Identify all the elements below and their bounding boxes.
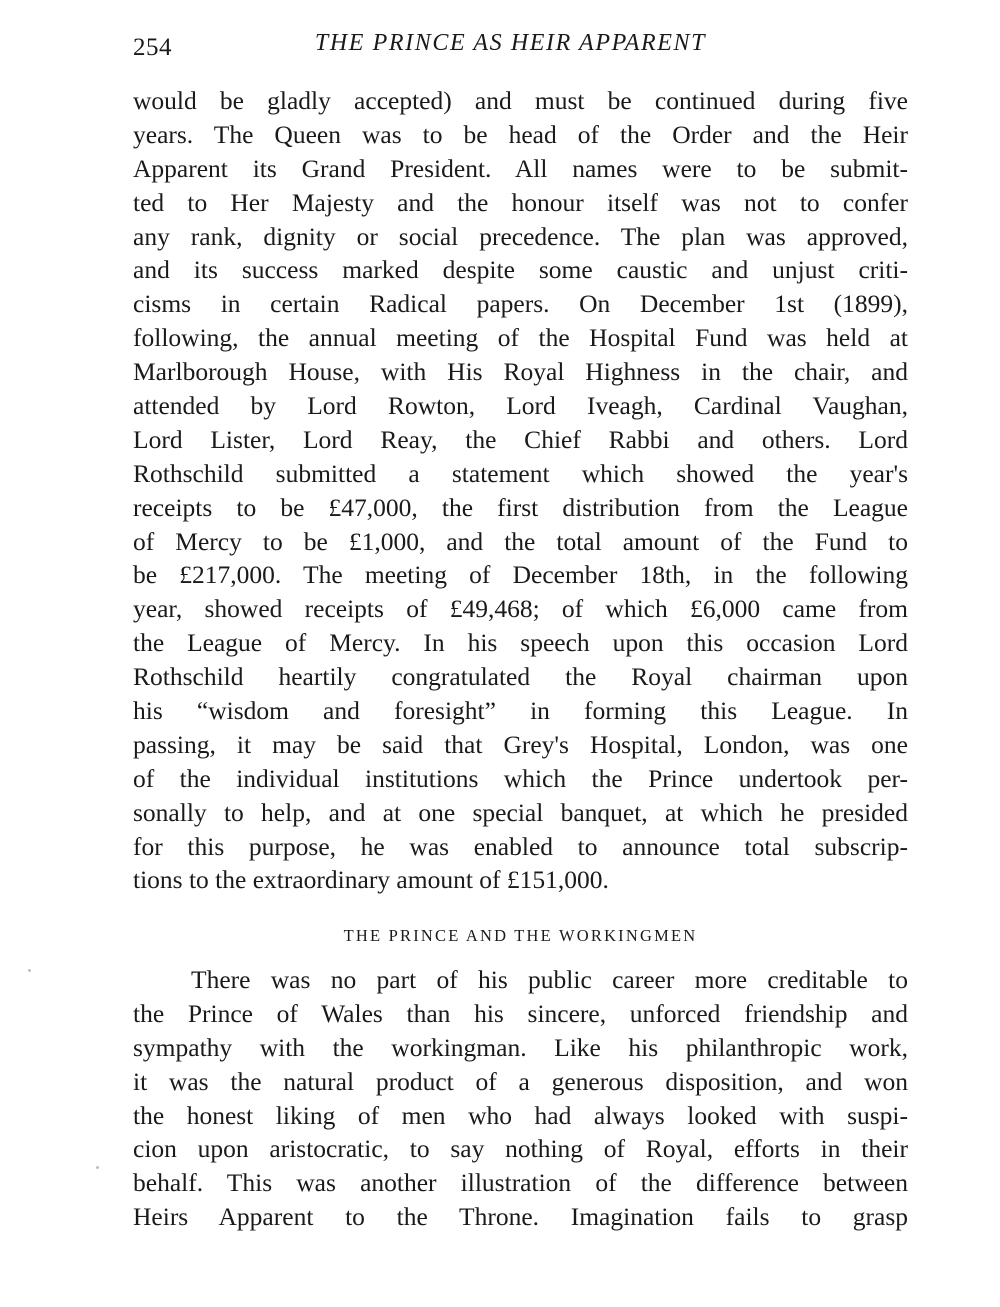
- text-line: the League of Mercy. In his speech upon this occasion Lord: [133, 628, 908, 658]
- text-line: be £217,000. The meeting of December 18th, in the following: [133, 560, 908, 590]
- paragraph-1: [133, 84, 908, 897]
- text-line: for this purpose, he was enabled to announce total subscrip-: [133, 831, 908, 861]
- text-line: receipts to be £47,000, the first distribution from the League: [133, 492, 908, 522]
- text-line: the Prince of Wales than his sincere, unforced friendship and: [133, 998, 908, 1028]
- text-line: Marlborough House, with His Royal Highness in the chair, and: [133, 357, 908, 387]
- text-line: attended by Lord Rowton, Lord Iveagh, Cardinal Vaughan,: [133, 391, 908, 421]
- text-line: cion upon aristocratic, to say nothing of Royal, efforts in their: [133, 1134, 908, 1164]
- text-line: it was the natural product of a generous disposition, and won: [133, 1066, 908, 1096]
- text-line: years. The Queen was to be head of the Order and the Heir: [133, 119, 908, 149]
- scan-speck: [28, 969, 31, 972]
- text-line: sonally to help, and at one special banquet, at which he presided: [133, 797, 908, 827]
- scan-speck: [96, 1166, 99, 1169]
- text-line: passing, it may be said that Grey's Hospital, London, was one: [133, 729, 908, 759]
- text-line: Heirs Apparent to the Throne. Imagination fails to grasp: [133, 1202, 908, 1232]
- text-line: Rothschild submitted a statement which showed the year's: [133, 458, 908, 488]
- text-line: following, the annual meeting of the Hospital Fund was held at: [133, 323, 908, 353]
- text-line: and its success marked despite some caustic and unjust criti-: [133, 255, 908, 285]
- page-number: 254: [133, 34, 172, 61]
- text-line: Lord Lister, Lord Reay, the Chief Rabbi and others. Lord: [133, 424, 908, 454]
- text-line: would be gladly accepted) and must be continued during five: [133, 86, 908, 115]
- text-line: his “wisdom and foresight” in forming this League. In: [133, 696, 908, 726]
- section-heading: THE PRINCE AND THE WORKINGMEN: [343, 926, 698, 945]
- text-line: Rothschild heartily congratulated the Royal chairman upon: [133, 662, 908, 692]
- text-line: Apparent its Grand President. All names were to be submit-: [133, 153, 908, 183]
- text-line: ted to Her Majesty and the honour itself was not to confer: [133, 187, 908, 217]
- text-line: year, showed receipts of £49,468; of which £6,000 came from: [133, 594, 908, 624]
- text-line: of the individual institutions which the Prince undertook per-: [133, 763, 908, 793]
- text-line: sympathy with the workingman. Like his philanthropic work,: [133, 1032, 908, 1062]
- text-line: of Mercy to be £1,000, and the total amount of the Fund to: [133, 526, 908, 556]
- text-line: any rank, dignity or social precedence. The plan was approved,: [133, 221, 908, 251]
- paragraph-2: [133, 963, 908, 1234]
- text-line: the honest liking of men who had always looked with suspi-: [133, 1100, 908, 1130]
- text-line: behalf. This was another illustration of the difference between: [133, 1168, 908, 1198]
- text-line: There was no part of his public career more creditable to: [191, 965, 908, 994]
- text-line: tions to the extraordinary amount of £151,000.: [133, 865, 609, 895]
- running-title: THE PRINCE AS HEIR APPARENT: [314, 30, 707, 56]
- text-line: cisms in certain Radical papers. On December 1st (1899),: [133, 289, 908, 319]
- running-head: [133, 30, 908, 66]
